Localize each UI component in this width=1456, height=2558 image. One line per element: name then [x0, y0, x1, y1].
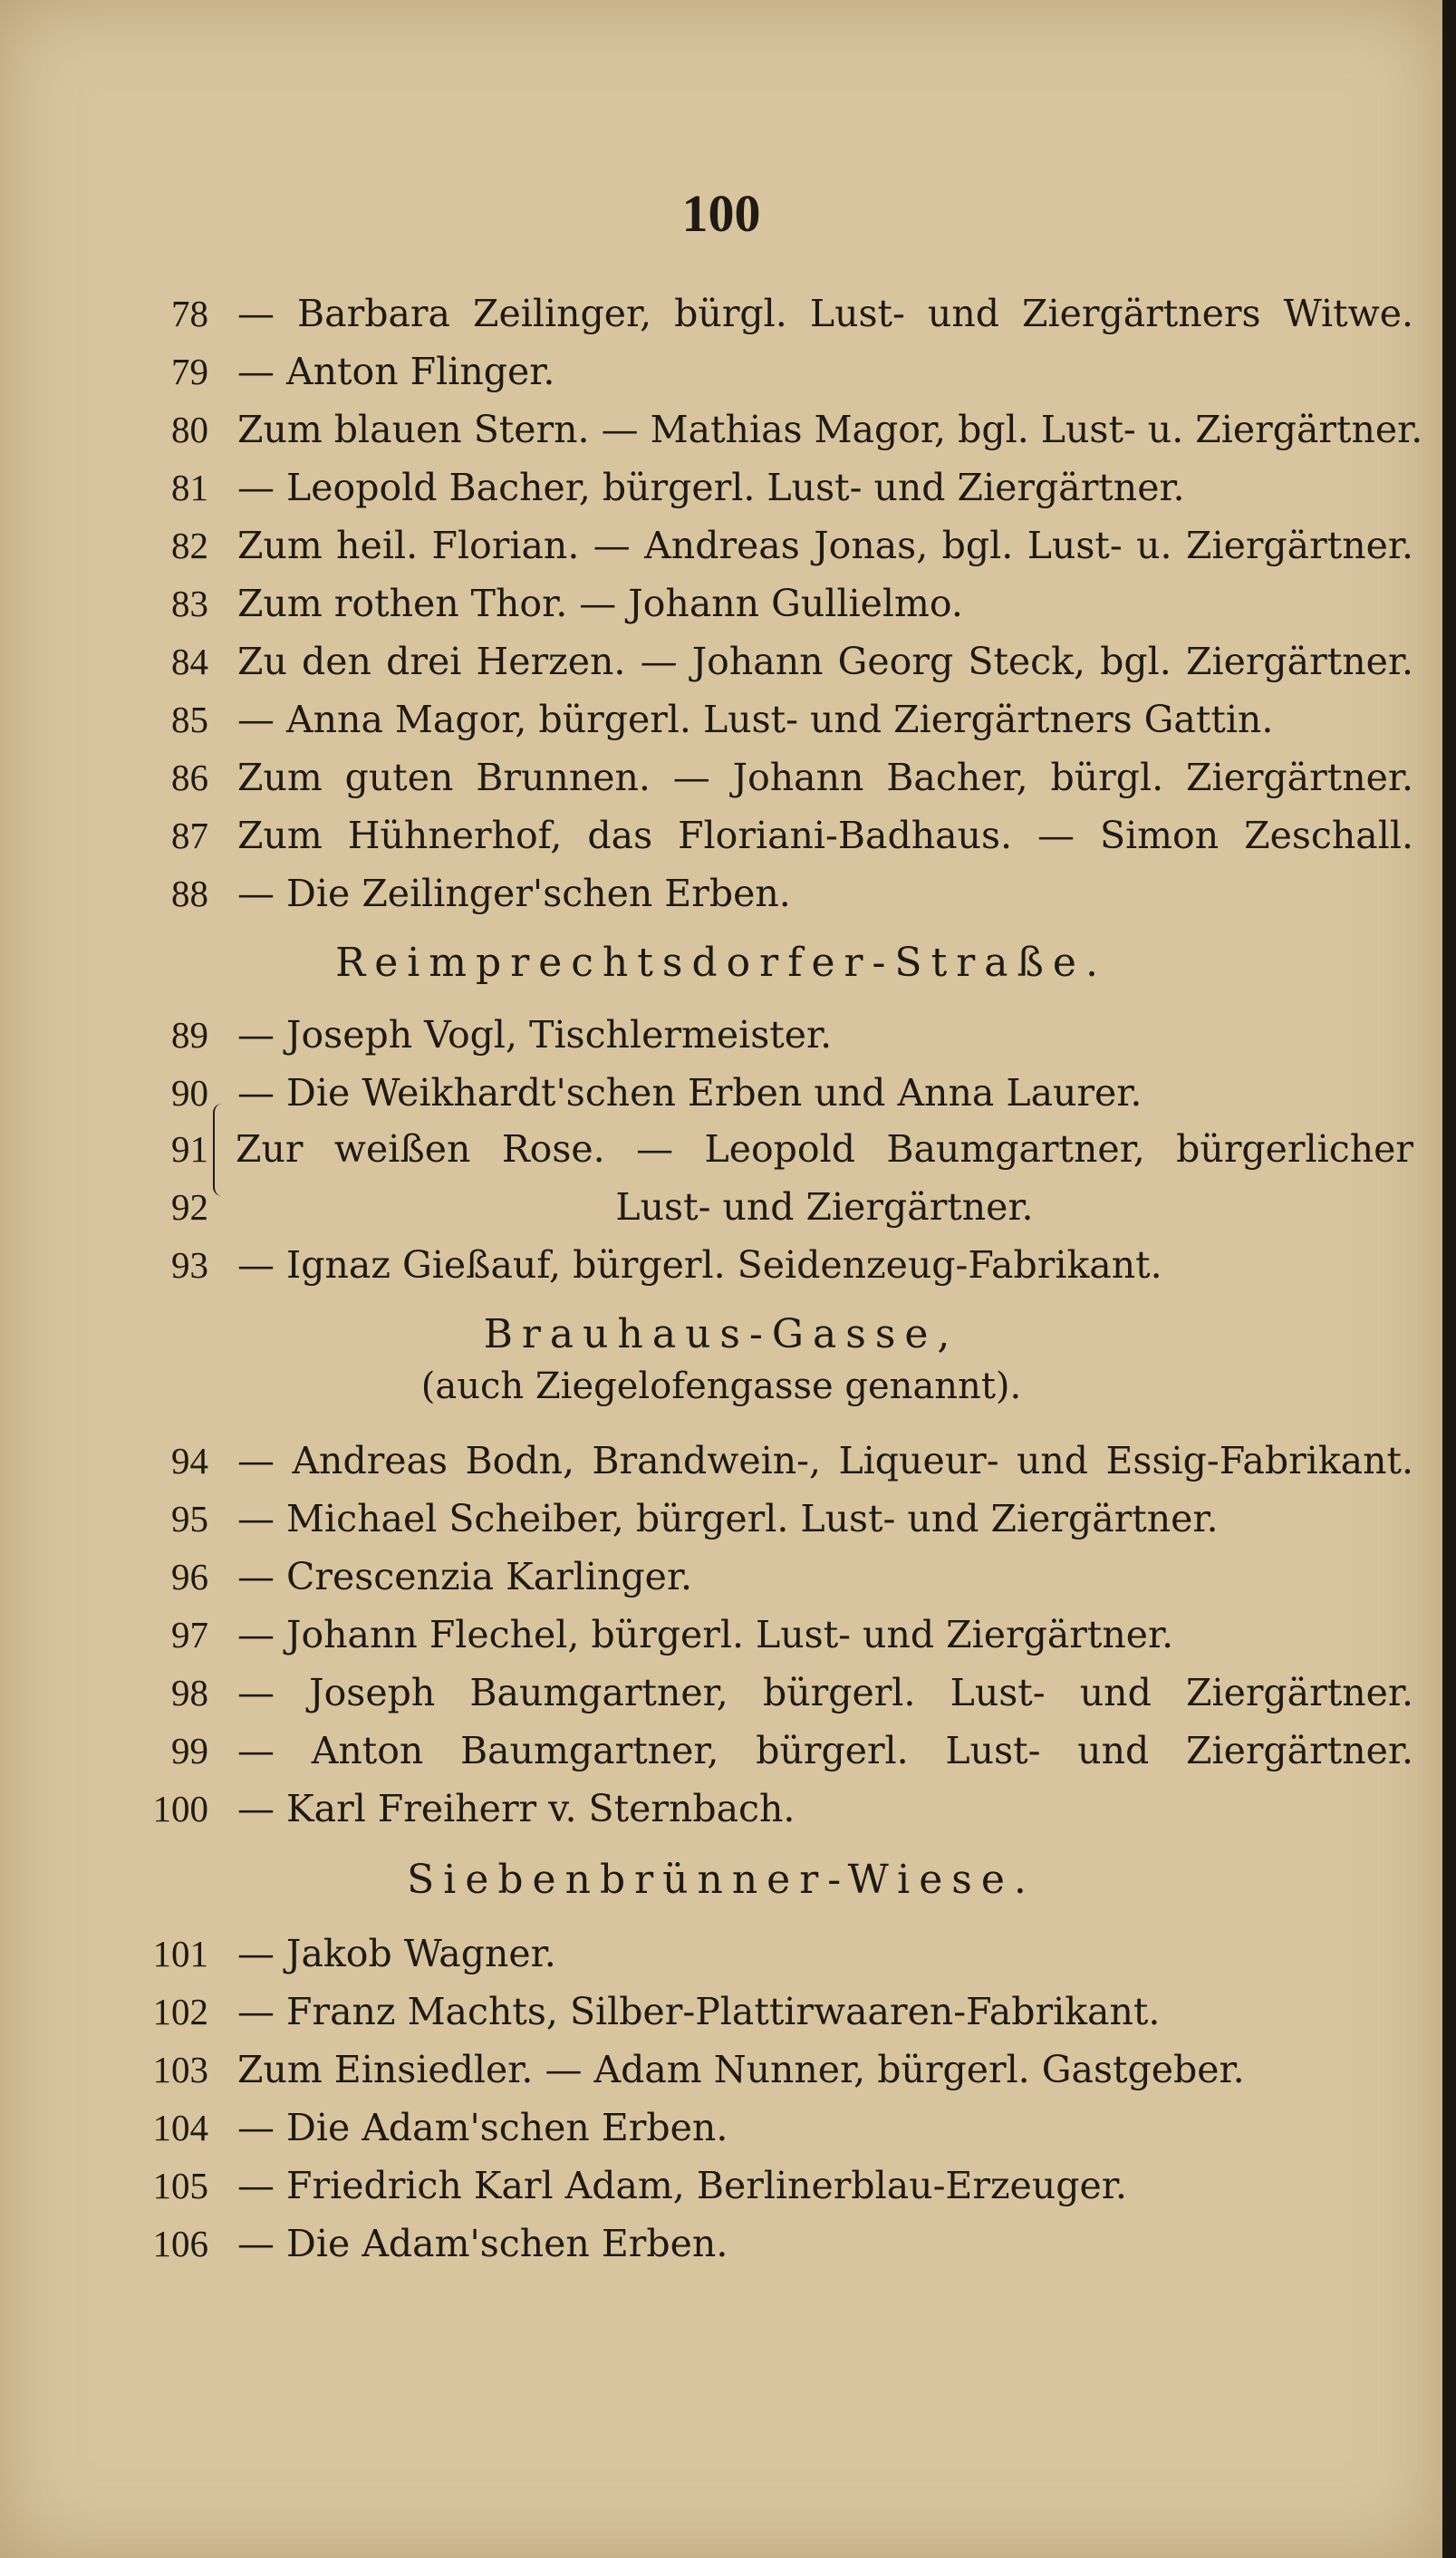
list-item: [145, 1064, 1413, 1122]
house-number: 85: [171, 699, 208, 740]
entry-text: Zum blauen Stern. — Mathias Magor, bgl. Lust- u. Ziergärtner.: [237, 408, 1423, 451]
entry-text: — Johann Flechel, bürgerl. Lust- und Ziergärtner.: [237, 1613, 1174, 1656]
list-item: [145, 2099, 1413, 2157]
entry-text: — Die Adam'schen Erben.: [237, 2106, 728, 2149]
house-number: 84: [171, 641, 208, 682]
list-item: [145, 806, 1413, 864]
entry-text: Zum rothen Thor. — Johann Gullielmo.: [237, 582, 963, 625]
house-number: 91: [171, 1128, 208, 1170]
street-subheading: (auch Ziegelofengasse genannt).: [420, 1366, 1022, 1407]
entry-text: Zum heil. Florian. — Andreas Jonas, bgl. Lust- u. Ziergärtner.: [237, 524, 1413, 567]
list-item: [145, 401, 1423, 459]
house-number: 79: [171, 351, 208, 392]
house-number: 99: [171, 1730, 208, 1771]
street-heading: Siebenbrünner-Wiese.: [407, 1857, 1036, 1903]
house-number: 106: [152, 2223, 208, 2264]
list-item: [145, 748, 1413, 806]
street-heading: Brauhaus-Gasse,: [483, 1311, 959, 1357]
house-number: 81: [171, 467, 208, 508]
list-item: [145, 2215, 1413, 2273]
house-number: 78: [171, 293, 208, 334]
entry-text: — Barbara Zeilinger, bürgl. Lust- und Ziergärtners Witwe.: [237, 292, 1413, 335]
entry-text: — Die Adam'schen Erben.: [237, 2222, 728, 2265]
entry-text: — Friedrich Karl Adam, Berlinerblau-Erzeuger.: [237, 2164, 1127, 2207]
house-number: 90: [171, 1072, 208, 1114]
house-number: 98: [171, 1672, 208, 1713]
entry-text: Zu den drei Herzen. — Johann Georg Steck, bgl. Ziergärtner.: [237, 640, 1413, 683]
list-item: [145, 285, 1413, 343]
list-item: [145, 1925, 1413, 1983]
list-item: [145, 1178, 1413, 1236]
house-number: 94: [171, 1440, 208, 1482]
house-number: 97: [171, 1614, 208, 1655]
house-number: 96: [171, 1556, 208, 1598]
list-item: [145, 632, 1413, 690]
entry-text: — Jakob Wagner.: [237, 1932, 556, 1975]
entry-text: — Die Zeilinger'schen Erben.: [237, 872, 791, 915]
entry-text: — Joseph Baumgartner, bürgerl. Lust- und Ziergärtner.: [237, 1671, 1413, 1714]
house-number: 104: [152, 2107, 208, 2148]
house-number: 89: [171, 1014, 208, 1056]
entry-text: — Ignaz Gießauf, bürgerl. Seidenzeug-Fabrikant.: [237, 1243, 1162, 1287]
list-item: [145, 343, 1413, 401]
street-heading: Reimprechtsdorfer-Straße.: [335, 940, 1107, 986]
entry-text: — Leopold Bacher, bürgerl. Lust- und Ziergärtner.: [237, 466, 1185, 509]
entry-text: — Anton Flinger.: [237, 350, 555, 393]
house-number: 83: [171, 583, 208, 624]
entry-text: — Joseph Vogl, Tischlermeister.: [237, 1013, 833, 1057]
house-number: 87: [171, 815, 208, 856]
list-item: [145, 574, 1413, 632]
entry-text: — Anton Baumgartner, bürgerl. Lust- und Ziergärtner.: [237, 1729, 1413, 1772]
entry-text: — Anna Magor, bürgerl. Lust- und Ziergärtners Gattin.: [237, 698, 1274, 741]
house-number: 95: [171, 1498, 208, 1540]
entry-text: — Die Weikhardt'schen Erben und Anna Laurer.: [237, 1071, 1143, 1115]
list-item: [145, 516, 1413, 574]
entry-text: Zum guten Brunnen. — Johann Bacher, bürgl. Ziergärtner.: [237, 756, 1413, 799]
list-item: [145, 864, 1413, 922]
house-number: 92: [171, 1186, 208, 1228]
list-item: [145, 1236, 1413, 1294]
list-item: [145, 1432, 1413, 1490]
page-number: 100: [681, 184, 761, 243]
entry-text: Zur weißen Rose. — Leopold Baumgartner, bürgerlicher: [236, 1127, 1413, 1171]
list-item: [145, 459, 1413, 516]
entry-text: — Karl Freiherr v. Sternbach.: [237, 1787, 795, 1830]
list-item: [145, 1548, 1413, 1606]
list-item: [145, 1490, 1413, 1548]
house-number: 102: [152, 1991, 208, 2032]
list-item: [145, 2041, 1413, 2099]
house-number: 86: [171, 757, 208, 798]
entry-text: Lust- und Ziergärtner.: [615, 1185, 1034, 1229]
house-number: 105: [152, 2165, 208, 2206]
entry-text: — Crescenzia Karlinger.: [237, 1555, 693, 1598]
list-item: [145, 2157, 1413, 2215]
entry-text: Zum Einsiedler. — Adam Nunner, bürgerl. Gastgeber.: [237, 2048, 1245, 2091]
house-number: 88: [171, 873, 208, 914]
list-item: [145, 1006, 1413, 1064]
entry-text: — Michael Scheiber, bürgerl. Lust- und Ziergärtner.: [237, 1497, 1219, 1540]
house-number: 93: [171, 1244, 208, 1286]
entry-text: Zum Hühnerhof, das Floriani-Badhaus. — Simon Zeschall.: [237, 814, 1413, 857]
list-item: [145, 1780, 1413, 1838]
list-item: [145, 1983, 1413, 2041]
house-number: 82: [171, 525, 208, 566]
list-item: [145, 1120, 1413, 1178]
list-item: [145, 690, 1413, 748]
list-item: [145, 1664, 1413, 1722]
house-number: 103: [152, 2049, 208, 2090]
house-number: 101: [152, 1933, 208, 1974]
list-item: [145, 1722, 1413, 1780]
house-number: 80: [171, 409, 208, 450]
house-number: 100: [152, 1788, 208, 1829]
entry-text: — Franz Machts, Silber-Plattirwaaren-Fabrikant.: [237, 1990, 1161, 2033]
entry-text: — Andreas Bodn, Brandwein-, Liqueur- und Essig-Fabrikant.: [237, 1439, 1413, 1482]
list-item: [145, 1606, 1413, 1664]
